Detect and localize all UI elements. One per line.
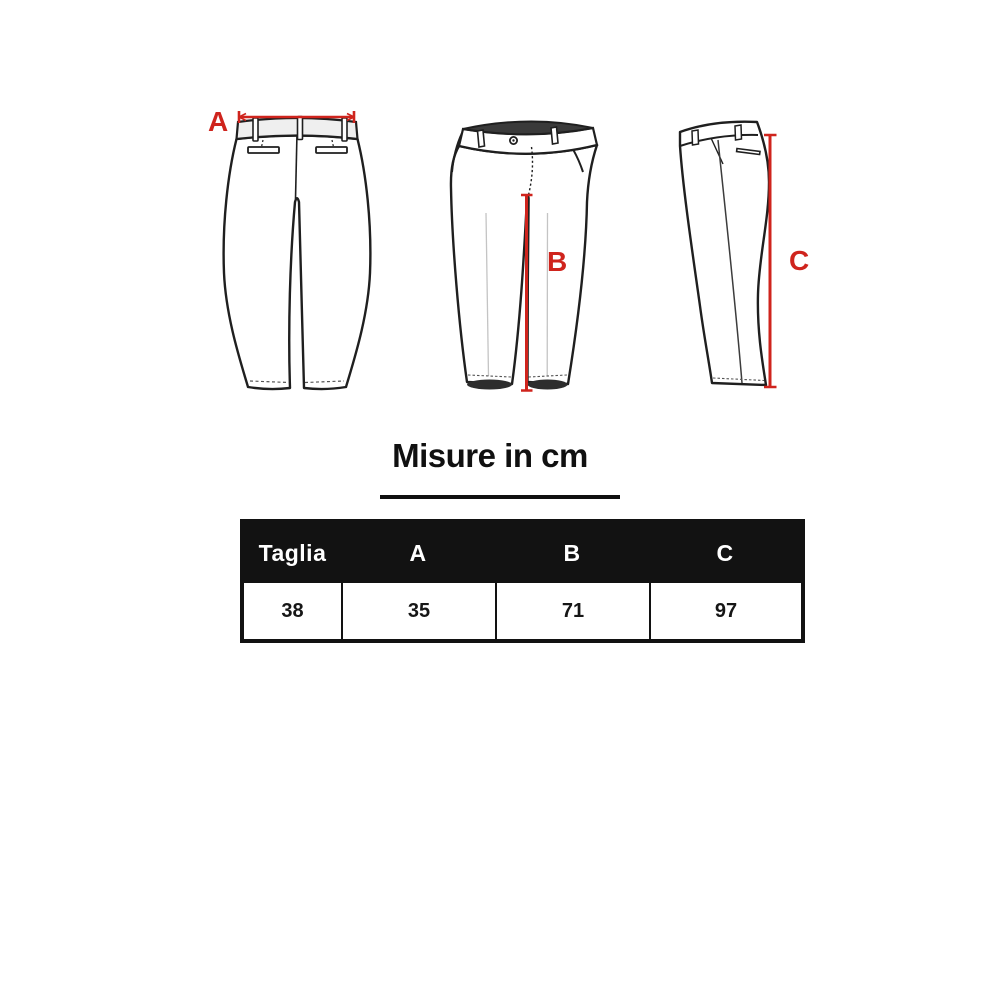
pants-front-view-drawing — [440, 98, 630, 403]
measure-label-a: A — [208, 106, 229, 137]
size-table-cell-b: 71 — [495, 583, 649, 639]
pants-back-view-drawing — [205, 98, 375, 403]
title-underline — [380, 495, 620, 499]
pants-side-view-drawing — [665, 98, 830, 403]
size-table-cell-c: 97 — [649, 583, 801, 639]
measure-label-b: B — [547, 246, 568, 277]
pants-front-leg-openings — [467, 380, 568, 390]
pants-side-body — [680, 122, 769, 385]
measure-label-c: C — [789, 245, 810, 276]
size-table-cell-a: 35 — [341, 583, 495, 639]
size-table-header-a: A — [341, 523, 495, 583]
page-title: Misure in cm — [392, 437, 588, 474]
pants-back-body — [224, 136, 371, 390]
size-table-header-b: B — [495, 523, 649, 583]
pants-front-button — [510, 137, 517, 144]
size-table-header-c: C — [649, 523, 801, 583]
size-table — [240, 519, 805, 643]
size-table-header-taglia: Taglia — [244, 523, 341, 583]
size-table-cell-taglia: 38 — [244, 583, 341, 639]
pants-front-body — [451, 145, 597, 384]
